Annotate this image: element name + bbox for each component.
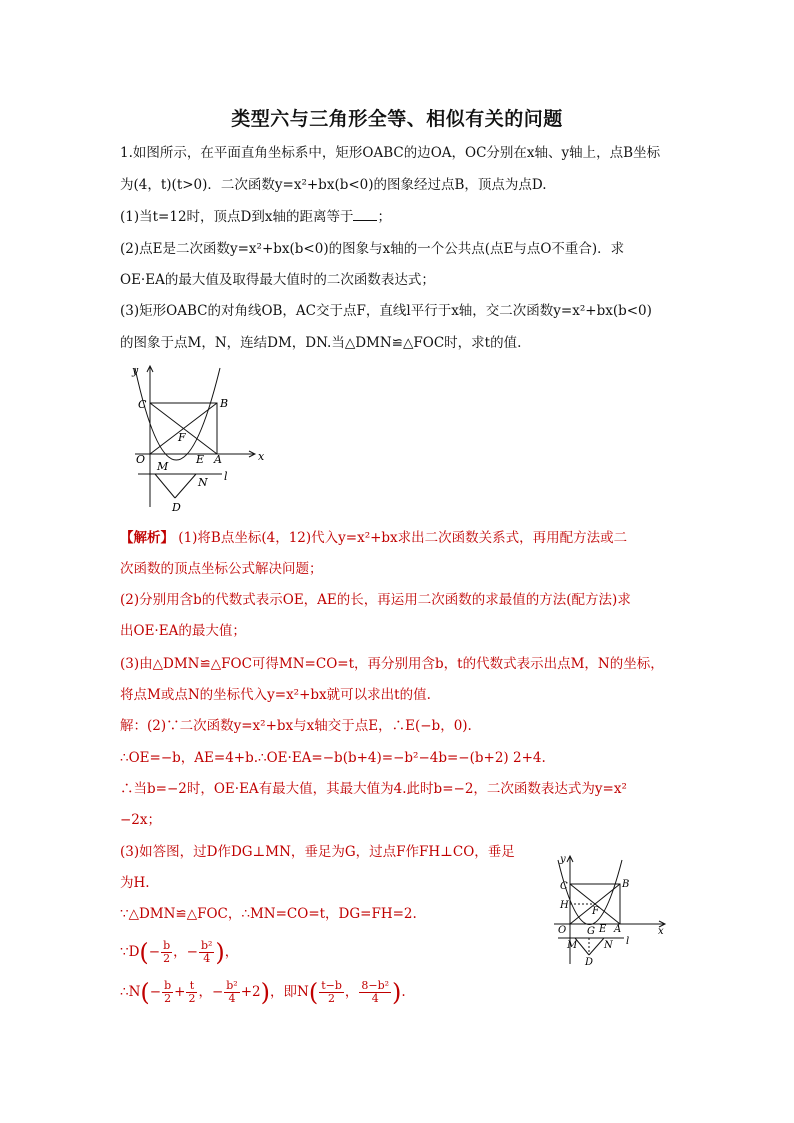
n-frac-2: $\frac{t}{2}$ — [188, 979, 196, 1005]
answer-figure — [540, 852, 672, 970]
problem-line-4: (2)点E是二次函数y=x²+bx(b<0)的图象与x轴的一个公共点(点E与点O不重合)．求 — [120, 241, 625, 257]
d-frac-y: $\frac{\text{b²}}{4}$ — [200, 939, 213, 965]
page-title: 类型六与三角形全等、相似有关的问题 — [231, 108, 563, 130]
problem-line-7: 的图象于点M，N，连结DM，DN.当△DMN≌△FOC时，求t的值. — [120, 335, 522, 351]
answer-label-D: D — [585, 957, 594, 968]
label-y: y — [132, 364, 139, 377]
answer-label-H: H — [560, 900, 569, 911]
solution-line-5: (3)如答图，过D作DG⊥MN，垂足为G，过点F作FH⊥CO，垂足 — [120, 844, 515, 860]
n-frac-5: $\frac{\text{8−b²}}{4}$ — [361, 979, 390, 1005]
solution-line-7: ∵△DMN≌△FOC，∴MN=CO=t，DG=FH=2. — [120, 906, 417, 922]
solution-line-9: ∴N(− $\frac{b}{2}$ + $\frac{t}{2}$ ，− $\frac{\text{b²}}{4}$ +2)，即N( $\frac{t-b}{2}$ ， $\frac{\text{8−b²}}{4}$ ). — [120, 978, 406, 1007]
solution-line-8: ∵D(− $\frac{b}{2}$ ，− $\frac{\text{b²}}{4}$ )， — [120, 938, 239, 967]
analysis-line-4: 出OE·EA的最大值； — [120, 623, 246, 639]
solution-line-6: 为H. — [120, 875, 150, 891]
analysis-line-1 — [120, 528, 627, 548]
answer-label-C: C — [560, 881, 568, 892]
label-O: O — [136, 453, 146, 466]
problem-line-6: (3)矩形OABC的对角线OB，AC交于点F，直线l平行于x轴，交二次函数y=x²+bx(b<0) — [120, 303, 652, 319]
label-F: F — [178, 431, 186, 444]
answer-label-E: E — [599, 924, 607, 935]
analysis-text-1: (1)将B点坐标(4，12)代入y=x²+bx求出二次函数关系式，再用配方法或二 — [178, 530, 628, 546]
solution-line-1: 解：(2)∵二次函数y=x²+bx与x轴交于点E，∴E(−b，0). — [120, 718, 472, 734]
label-C: C — [138, 398, 147, 411]
problem-line-1: 1.如图所示，在平面直角坐标系中，矩形OABC的边OA，OC分别在x轴、y轴上，点B坐标 — [120, 145, 661, 161]
answer-label-A: A — [614, 924, 622, 935]
solution-line-3: ∴当b=−2时，OE·EA有最大值，其最大值为4.此时b=−2，二次函数表达式为y=x² — [120, 781, 627, 797]
analysis-line-2: 次函数的顶点坐标公式解决问题； — [120, 561, 323, 577]
solution-line-4: −2x； — [120, 812, 162, 828]
n-frac-4: $\frac{t-b}{2}$ — [321, 979, 342, 1005]
label-N: N — [198, 476, 208, 489]
analysis-line-5: (3)由△DMN≌△FOC可得MN=CO=t，再分别用含b，t的代数式表示出点M，N的坐标， — [120, 656, 664, 672]
n-frac-1: $\frac{b}{2}$ — [164, 979, 172, 1005]
answer-label-B: B — [622, 879, 630, 890]
answer-label-l: l — [626, 936, 630, 947]
n-prefix: ∴N — [120, 984, 141, 1000]
analysis-line-3: (2)分别用含b的代数式表示OE，AE的长，再运用二次函数的求最值的方法(配方法)求 — [120, 592, 631, 608]
answer-blank — [353, 208, 377, 221]
answer-label-G: G — [587, 926, 595, 937]
analysis-tag: 【解析】 — [120, 530, 174, 546]
answer-label-x: x — [658, 926, 664, 937]
problem-line-5: OE·EA的最大值及取得最大值时的二次函数表达式； — [120, 272, 435, 288]
label-E: E — [196, 453, 205, 466]
solution-line-2: ∴OE=−b，AE=4+b.∴OE·EA=−b(b+4)=−b²−4b=−(b+2) 2+4. — [120, 750, 546, 766]
answer-label-y: y — [560, 854, 566, 865]
answer-label-N: N — [604, 940, 613, 951]
n-frac-3: $\frac{\text{b²}}{4}$ — [226, 979, 238, 1005]
label-l: l — [224, 470, 228, 483]
part1-end: ； — [377, 209, 391, 225]
part1-text: (1)当t=12时，顶点D到x轴的距离等于 — [120, 209, 354, 225]
label-M: M — [157, 460, 169, 473]
label-B: B — [220, 397, 229, 410]
problem-line-3 — [120, 207, 391, 227]
label-A: A — [214, 453, 222, 466]
problem-line-2: 为(4，t)(t>0)．二次函数y=x²+bx(b<0)的图象经过点B，顶点为点D. — [120, 177, 547, 193]
answer-label-O: O — [558, 925, 567, 936]
label-D: D — [172, 501, 181, 514]
label-x: x — [258, 450, 265, 463]
d-frac-x: $\frac{b}{2}$ — [163, 939, 171, 965]
d-prefix: ∵D — [120, 944, 140, 960]
answer-label-F: F — [592, 906, 599, 917]
answer-label-M: M — [567, 940, 578, 951]
problem-figure — [120, 362, 270, 517]
analysis-line-6: 将点M或点N的坐标代入y=x²+bx就可以求出t的值. — [120, 687, 431, 703]
